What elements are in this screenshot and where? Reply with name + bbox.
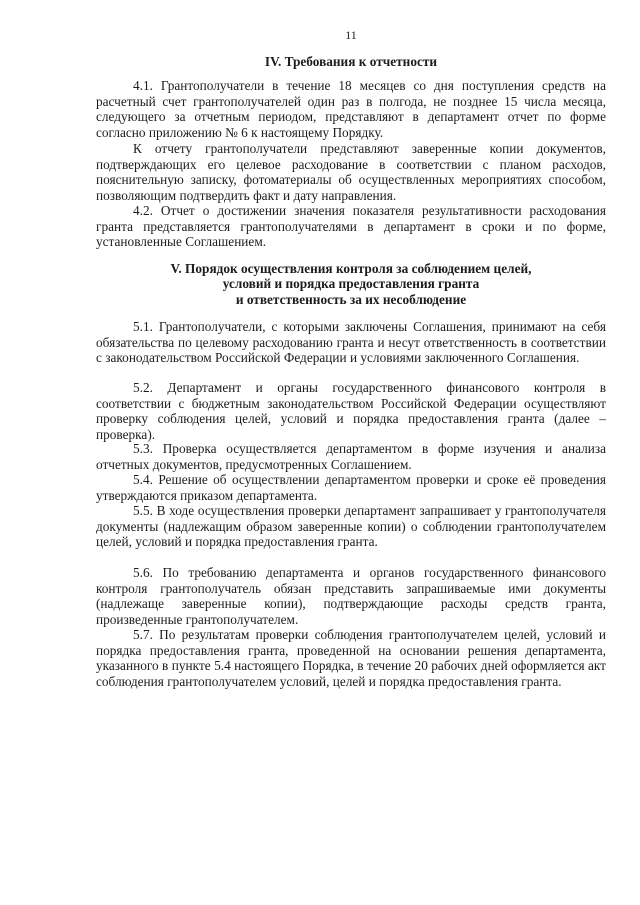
page-number: 11 xyxy=(345,28,357,42)
paragraph-5-5: 5.5. В ходе осуществления проверки департамент запрашивает у грантополучателя документы (надлежащим образом заверенные копии) о соблюдении грантополучателем целей, условий и порядка предоставления гранта. xyxy=(96,503,606,550)
paragraph-5-6: 5.6. По требованию департамента и органов государственного финансового контроля грантополучатель обязан представить запрашиваемые ими документы (надлежаще заверенные копии), подтверждающие расходы средств гранта, произведенные грантополучателем. xyxy=(96,565,606,627)
paragraph-5-7: 5.7. По результатам проверки соблюдения грантополучателем целей, условий и порядка предоставления гранта, проведенной на основании решения департамента, указанного в пункте 5.4 настоящего Порядка, в течение 20 рабочих дней оформляется акт соблюдения грантополучателем условий, целей и порядка предоставления гранта. xyxy=(96,627,606,689)
paragraph-4-2: 4.2. Отчет о достижении значения показателя результативности расходования гранта представляется грантополучателями в департамент в сроки и по форме, установленные Соглашением. xyxy=(96,203,606,250)
paragraph-4-1: 4.1. Грантополучатели в течение 18 месяцев со дня поступления средств на расчетный счет грантополучателей один раз в полгода, не позднее 15 числа месяца, следующего за отчетным периодом, представляют в департамент отчет по форме согласно приложению № 6 к настоящему Порядку. xyxy=(96,78,606,140)
paragraph-5-1: 5.1. Грантополучатели, с которыми заключены Соглашения, принимают на себя обязательства по целевому расходованию гранта и несут ответственность в соответствии с законодательством Российской Федерации и условиями заключенного Соглашения. xyxy=(96,319,606,366)
paragraph-5-4: 5.4. Решение об осуществлении департаментом проверки и сроке её проведения утверждаются приказом департамента. xyxy=(96,472,606,503)
section-5-title-line-3: и ответственность за их несоблюдение xyxy=(235,292,467,307)
section-5-title-line-2: условий и порядка предоставления гранта xyxy=(222,276,480,291)
paragraph-5-2: 5.2. Департамент и органы государственного финансового контроля в соответствии с бюджетным законодательством Российской Федерации осуществляют проверку соблюдения целей, условий и порядка предоставления гранта (далее – проверка). xyxy=(96,380,606,442)
paragraph-4-1-attachments: К отчету грантополучатели представляют заверенные копии документов, подтверждающих его целевое расходование в соответствии с планом расходов, пояснительную записку, фотоматериалы об осуществленных мероприятиях способом, позволяющим подтвердить факт и дату направления. xyxy=(96,141,606,203)
section-5-title-line-1: V. Порядок осуществления контроля за соблюдением целей, xyxy=(170,261,532,276)
section-4-title: IV. Требования к отчетности xyxy=(264,54,438,69)
paragraph-5-3: 5.3. Проверка осуществляется департаментом в форме изучения и анализа отчетных документов, предусмотренных Соглашением. xyxy=(96,441,606,472)
